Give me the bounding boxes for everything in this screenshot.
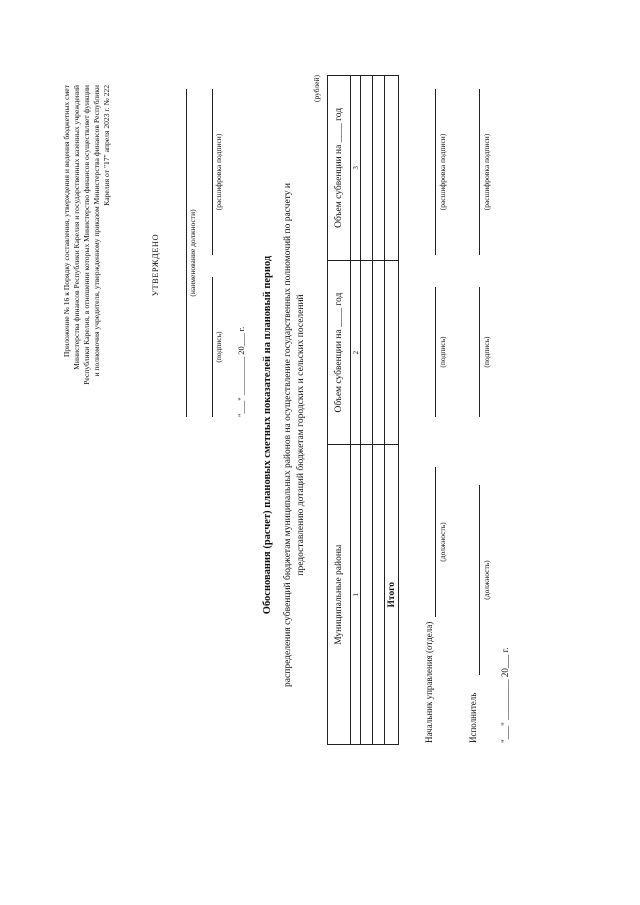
header-cell-year-1: Объем субвенции на ____ год	[328, 260, 351, 445]
header-cell-year-2: Объем субвенции на ____ год	[328, 76, 351, 261]
head-decoding-caption: (расшифровка подписи)	[438, 133, 447, 211]
table-cell	[361, 260, 373, 445]
subtitle-line: предоставлению дотаций бюджетам городских и сельских поселений	[296, 294, 306, 576]
executor-signature-line	[479, 287, 480, 417]
executor-position-line	[479, 485, 480, 675]
executor-signature-caption: (подпись)	[482, 336, 491, 368]
appendix-line: Карелия от "17" апреля 2023 г. № 222	[102, 85, 111, 206]
position-line	[186, 89, 187, 417]
appendix-line: и полномочия учредителя, утвержденному приказом Министерства финансов Республики	[92, 85, 101, 377]
approved-heading: УТВЕРЖДЕНО	[150, 233, 160, 297]
head-signature-caption: (подпись)	[438, 336, 447, 368]
table-cell	[361, 445, 373, 745]
unit-label: (рублей)	[312, 75, 321, 103]
table-cell	[373, 260, 385, 445]
approval-date: "___" _________ 20___ г.	[236, 326, 246, 417]
table-cell	[385, 76, 399, 261]
subvention-table	[327, 75, 399, 745]
head-position-caption: (должность)	[438, 522, 447, 562]
header-row	[328, 76, 351, 745]
document-title: Обоснования (расчет) плановых сметных показателей на плановый период	[262, 255, 273, 615]
table-row	[361, 76, 373, 745]
total-label: Итого	[385, 445, 399, 745]
footer-date: "___" _________ 20___ г.	[500, 647, 510, 743]
executor-position-caption: (должность)	[482, 560, 491, 600]
signature-decoding-caption: (расшифровка подписи)	[214, 133, 223, 211]
signature-line	[212, 277, 213, 417]
table-cell	[373, 445, 385, 745]
header-cell-districts: Муниципальные районы	[328, 445, 351, 745]
signature-decoding-line	[212, 89, 213, 255]
appendix-line: Республики Карелия, в отношении которых Министерство финансов осуществляет функции	[82, 85, 91, 385]
head-decoding-line	[435, 89, 436, 255]
appendix-line: Приложение № 16 к Порядку составления, утверждения и ведения бюджетных смет	[62, 85, 71, 358]
signature-caption: (подпись)	[214, 331, 223, 363]
head-signature-line	[435, 287, 436, 417]
executor-decoding-caption: (расшифровка подписи)	[482, 133, 491, 211]
table-cell	[361, 76, 373, 261]
number-row	[351, 76, 361, 745]
executor-decoding-line	[479, 89, 480, 255]
column-number: 2	[351, 260, 361, 445]
appendix-line: Министерства финансов Республики Карелия и государственных казенных учреждений	[72, 85, 81, 370]
subtitle-line: распределения субвенций бюджетам муниципальных районов на осуществление государственных полномочий по расчету и	[283, 183, 293, 687]
head-position-line	[435, 467, 436, 617]
column-number: 3	[351, 76, 361, 261]
head-label: Начальник управления (отдела)	[424, 621, 434, 743]
appendix-note	[62, 85, 112, 445]
table-cell	[385, 260, 399, 445]
document-subtitle	[282, 55, 308, 815]
column-number: 1	[351, 445, 361, 745]
table-row	[373, 76, 385, 745]
table-cell	[373, 76, 385, 261]
total-row	[385, 76, 399, 745]
executor-label: Исполнитель	[468, 692, 478, 743]
position-caption: (наименование должности)	[188, 209, 197, 297]
